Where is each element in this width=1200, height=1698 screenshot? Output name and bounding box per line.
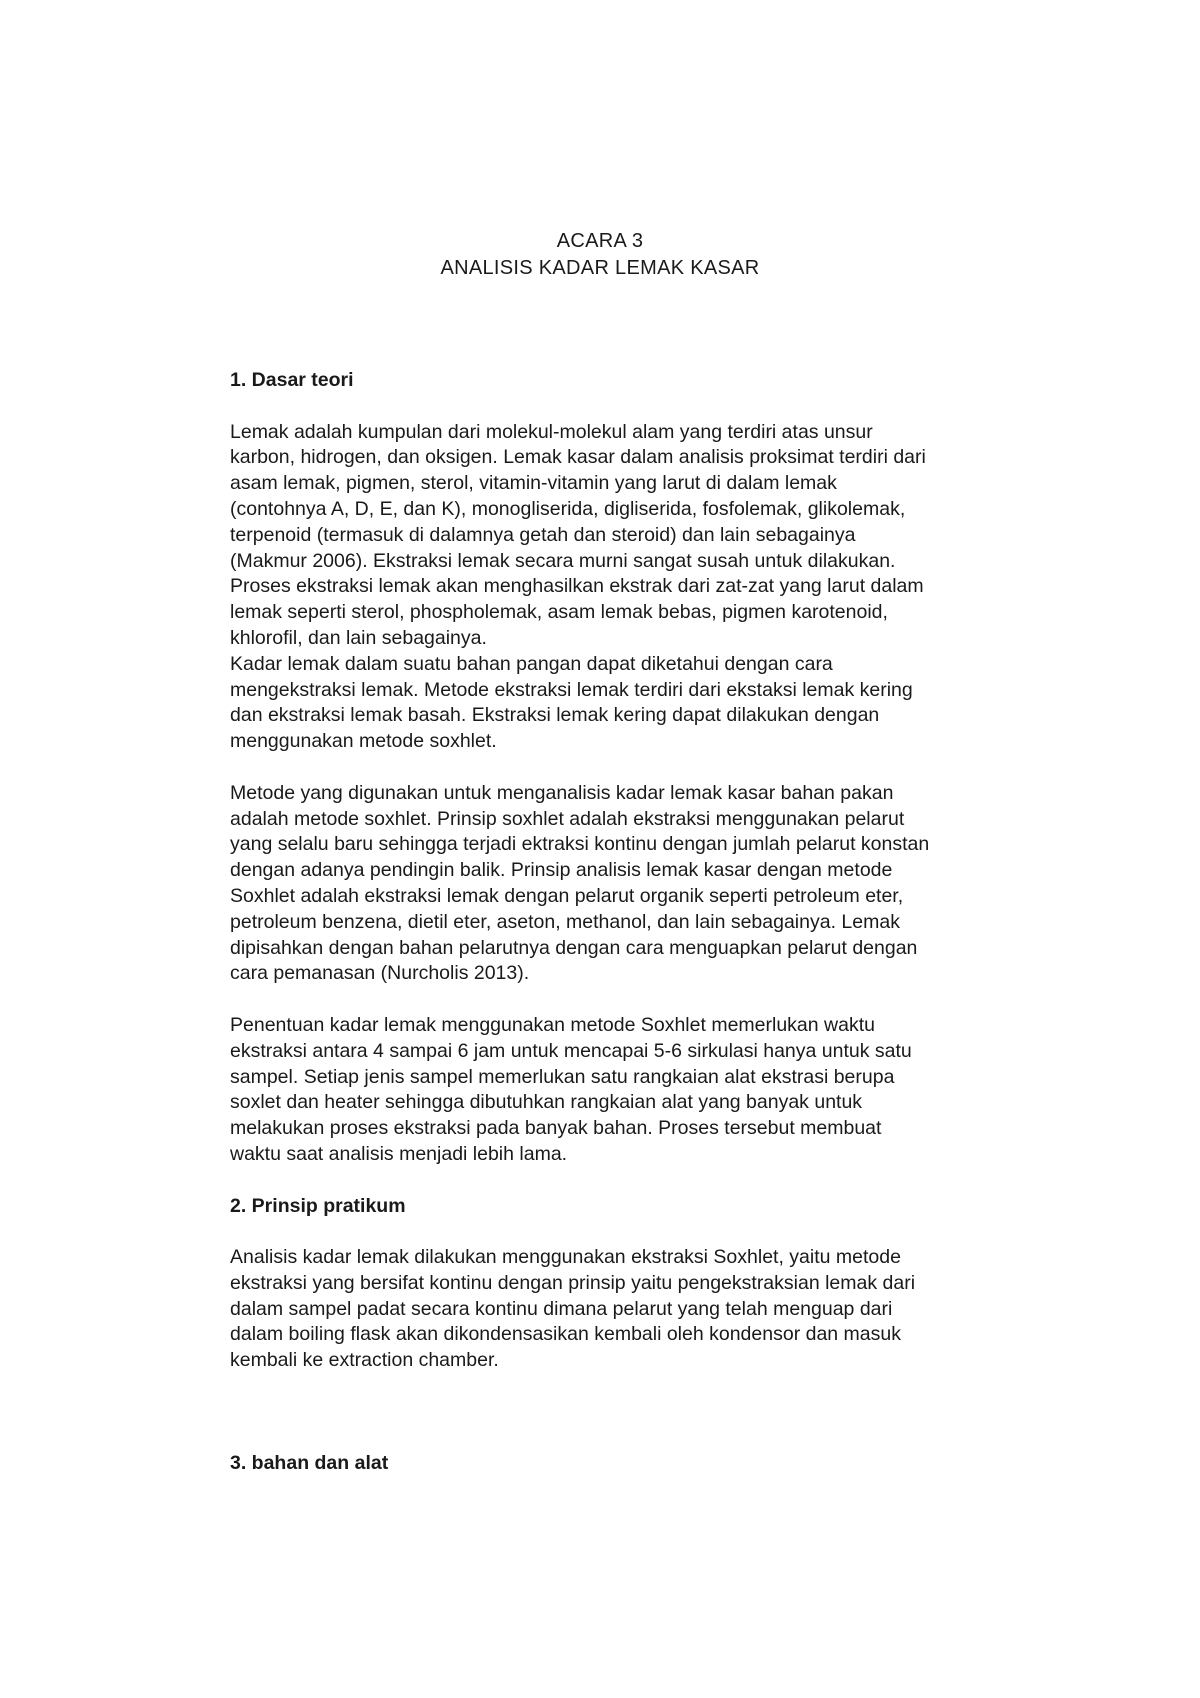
text-line: dan ekstraksi lemak basah. Ekstraksi lemak kering dapat dilakukan dengan bbox=[230, 704, 880, 727]
text-line: karbon, hidrogen, dan oksigen. Lemak kasar dalam analisis proksimat terdiri dari bbox=[230, 446, 926, 469]
text-line: khlorofil, dan lain sebagainya. bbox=[230, 626, 487, 649]
text-line: ekstraksi antara 4 sampai 6 jam untuk mencapai 5-6 sirkulasi hanya untuk satu bbox=[230, 1039, 912, 1062]
text-line: Proses ekstraksi lemak akan menghasilkan ekstrak dari zat-zat yang larut dalam bbox=[230, 575, 924, 598]
paragraph bbox=[230, 420, 1050, 652]
text-line: mengekstraksi lemak. Metode ekstraksi lemak terdiri dari ekstaksi lemak kering bbox=[230, 678, 913, 701]
text-line: yang selalu baru sehingga terjadi ektraksi kontinu dengan jumlah pelarut konstan bbox=[230, 833, 930, 856]
text-line: Lemak adalah kumpulan dari molekul-molekul alam yang terdiri atas unsur bbox=[230, 420, 873, 443]
text-line: waktu saat analisis menjadi lebih lama. bbox=[230, 1142, 568, 1165]
text-line: dalam boiling flask akan dikondensasikan kembali oleh kondensor dan masuk bbox=[230, 1323, 901, 1346]
text-line: terpenoid (termasuk di dalamnya getah dan steroid) dan lain sebagainya bbox=[230, 523, 856, 546]
text-line: Metode yang digunakan untuk menganalisis kadar lemak kasar bahan pakan bbox=[230, 781, 894, 804]
document-title bbox=[0, 228, 1200, 282]
text-line: Soxhlet adalah ekstraksi lemak dengan pelarut organik seperti petroleum eter, bbox=[230, 884, 904, 907]
document-body bbox=[230, 368, 1050, 1477]
text-line: dalam sampel padat secara kontinu dimana pelarut yang telah menguap dari bbox=[230, 1297, 893, 1320]
section-heading-prinsip-pratikum: 2. Prinsip pratikum bbox=[230, 1194, 406, 1217]
text-line: Kadar lemak dalam suatu bahan pangan dapat diketahui dengan cara bbox=[230, 652, 833, 675]
text-line: ekstraksi yang bersifat kontinu dengan prinsip yaitu pengekstraksian lemak dari bbox=[230, 1271, 916, 1294]
text-line: kembali ke extraction chamber. bbox=[230, 1349, 499, 1372]
paragraph bbox=[230, 1013, 1050, 1168]
paragraph bbox=[230, 1245, 1050, 1374]
paragraph bbox=[230, 781, 1050, 987]
text-line: (Makmur 2006). Ekstraksi lemak secara murni sangat susah untuk dilakukan. bbox=[230, 549, 896, 572]
text-line: menggunakan metode soxhlet. bbox=[230, 730, 497, 753]
text-line: Penentuan kadar lemak menggunakan metode Soxhlet memerlukan waktu bbox=[230, 1013, 875, 1036]
text-line: melakukan proses ekstraksi pada banyak bahan. Proses tersebut membuat bbox=[230, 1117, 882, 1140]
text-line: Analisis kadar lemak dilakukan menggunakan ekstraksi Soxhlet, yaitu metode bbox=[230, 1246, 901, 1269]
text-line: dengan adanya pendingin balik. Prinsip analisis lemak kasar dengan metode bbox=[230, 859, 893, 882]
text-line: (contohnya A, D, E, dan K), monogliserida, digliserida, fosfolemak, glikolemak, bbox=[230, 497, 906, 520]
title-line-1: ACARA 3 bbox=[556, 230, 644, 252]
text-line: asam lemak, pigmen, sterol, vitamin-vitamin yang larut di dalam lemak bbox=[230, 472, 837, 495]
text-line: soxlet dan heater sehingga dibutuhkan rangkaian alat yang banyak untuk bbox=[230, 1091, 863, 1114]
text-line: dipisahkan dengan bahan pelarutnya dengan cara menguapkan pelarut dengan bbox=[230, 936, 918, 959]
text-line: cara pemanasan (Nurcholis 2013). bbox=[230, 962, 530, 985]
section-heading-dasar-teori: 1. Dasar teori bbox=[230, 369, 354, 391]
text-line: sampel. Setiap jenis sampel memerlukan satu rangkaian alat ekstrasi berupa bbox=[230, 1065, 895, 1088]
section-heading-bahan-dan-alat: 3. bahan dan alat bbox=[230, 1452, 389, 1475]
text-line: lemak seperti sterol, phospholemak, asam lemak bebas, pigmen karotenoid, bbox=[230, 601, 888, 624]
paragraph bbox=[230, 652, 1050, 755]
text-line: petroleum benzena, dietil eter, aseton, methanol, dan lain sebagainya. Lemak bbox=[230, 910, 900, 933]
text-line: adalah metode soxhlet. Prinsip soxhlet adalah ekstraksi menggunakan pelarut bbox=[230, 807, 905, 830]
title-line-2: ANALISIS KADAR LEMAK KASAR bbox=[440, 257, 760, 279]
